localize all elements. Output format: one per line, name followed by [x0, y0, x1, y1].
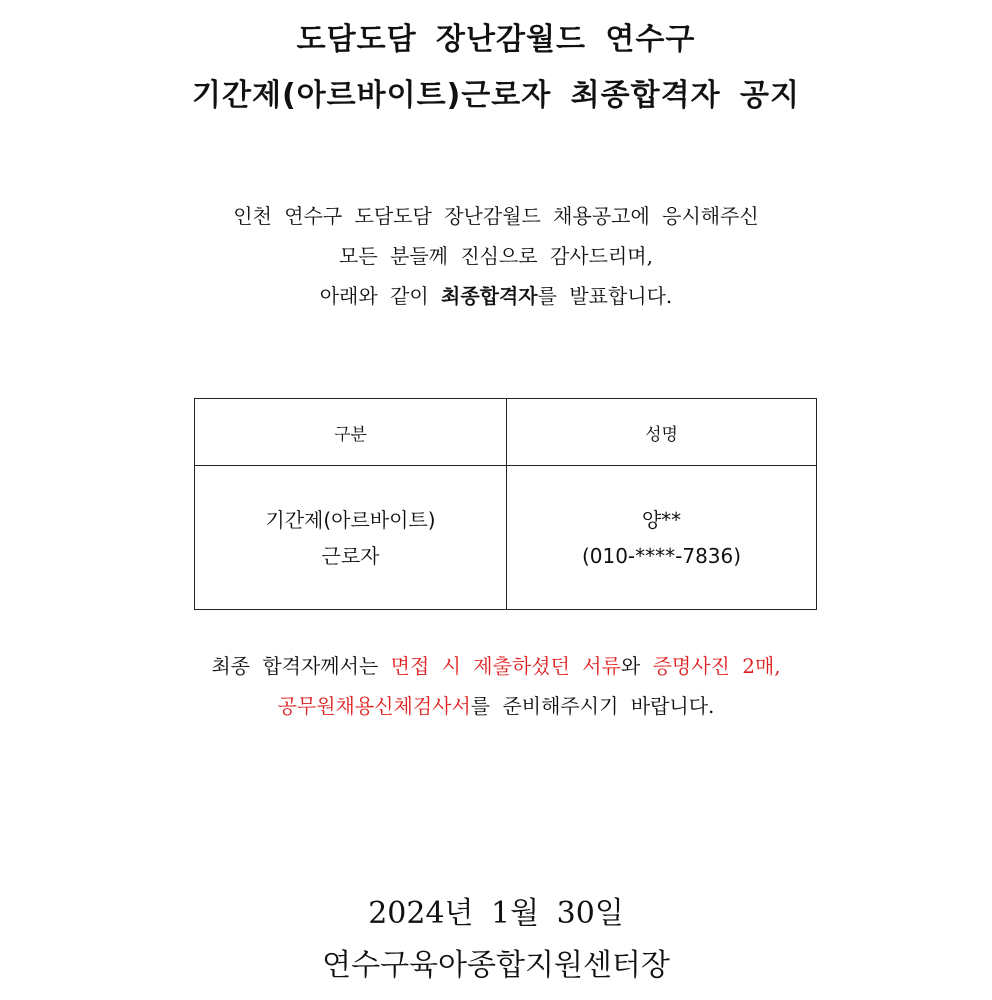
footer	[0, 888, 992, 992]
header-category: 구분	[195, 399, 507, 466]
notice-title-line2: 기간제(아르바이트)근로자 최종합격자 공지	[192, 78, 800, 113]
header-name: 성명	[507, 399, 817, 466]
category-line2: 근로자	[321, 543, 380, 568]
cell-name	[507, 466, 817, 610]
notice-highlight: 증명사진 2매,	[652, 654, 781, 678]
intro-text: 아래와 같이	[319, 284, 442, 308]
result-table	[194, 398, 817, 610]
intro-text: 를 발표합니다.	[537, 284, 673, 308]
intro-emphasis: 최종합격자	[441, 284, 538, 308]
notice-text: 를 준비해주시기 바랍니다.	[470, 694, 715, 718]
table-row	[195, 466, 817, 610]
intro-paragraph	[0, 196, 992, 316]
notice-text: 와	[620, 654, 653, 678]
applicant-name: 양**	[641, 507, 682, 532]
intro-line	[0, 276, 992, 316]
notice-text: 최종 합격자께서는	[211, 654, 391, 678]
intro-line: 인천 연수구 도담도담 장난감월드 채용공고에 응시해주신	[233, 204, 759, 228]
notice-paragraph	[0, 646, 992, 726]
notice-highlight: 공무원채용신체검사서	[277, 694, 471, 718]
category-line1: 기간제(아르바이트)	[265, 507, 436, 532]
notice-line	[0, 646, 992, 686]
notice-line	[0, 686, 992, 726]
issuer-name: 연수구육아종합지원센터장	[322, 948, 670, 983]
table-header-row	[195, 399, 817, 466]
notice-title-line1: 도담도담 장난감월드 연수구	[296, 22, 696, 57]
applicant-phone: (010-****-7836)	[581, 543, 742, 568]
intro-line: 모든 분들께 진심으로 감사드리며,	[339, 244, 653, 268]
announcement-date: 2024년 1월 30일	[368, 896, 624, 931]
notice-highlight: 면접 시 제출하셨던 서류	[390, 654, 621, 678]
cell-category	[195, 466, 507, 610]
